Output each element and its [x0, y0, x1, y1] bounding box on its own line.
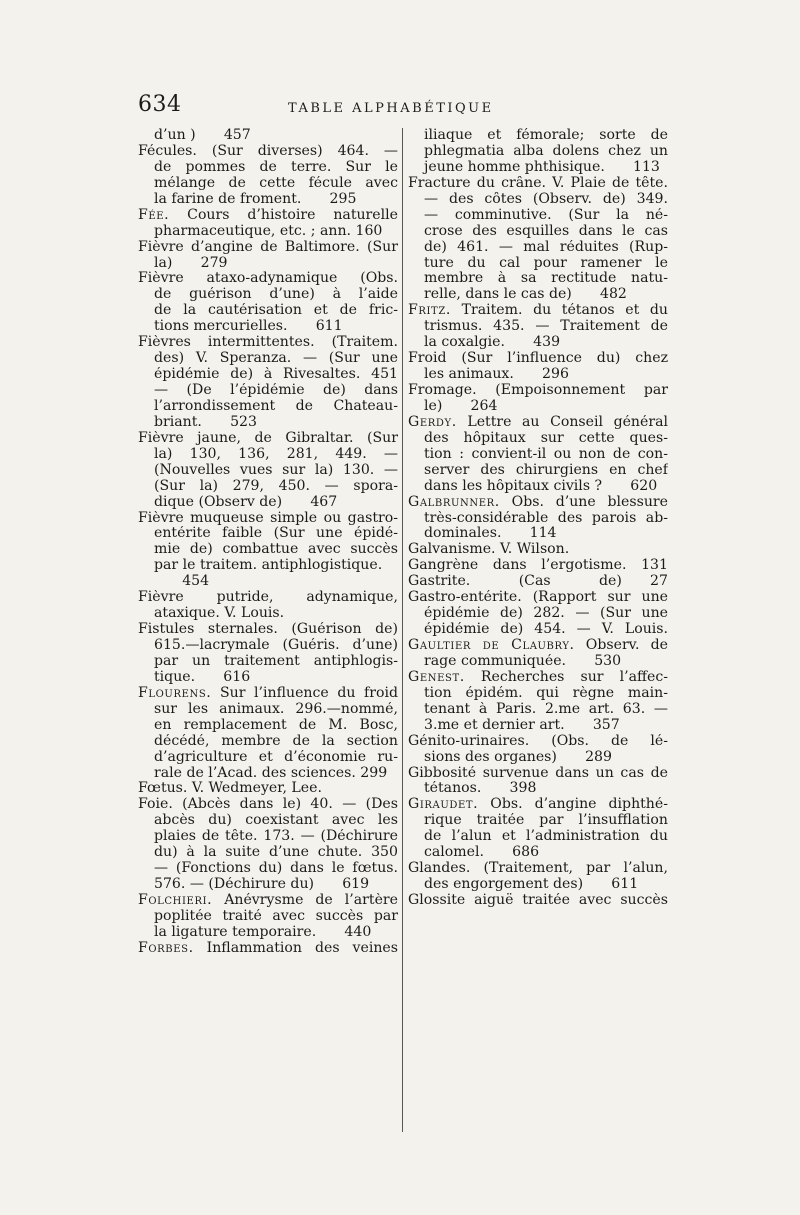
- index-line: server des chirurgiens en chef: [424, 462, 668, 478]
- index-line: dans les hôpitaux civils ? 620: [424, 478, 658, 494]
- index-line: tétanos. 398: [424, 781, 537, 797]
- index-line: des) V. Speranza. — (Sur une: [154, 351, 398, 367]
- index-line: d’un ) 457: [154, 128, 251, 143]
- index-line: mie de) combattue avec succès: [154, 542, 398, 558]
- index-line: Fritz. Traitem. du tétanos et du: [408, 303, 668, 319]
- index-line: Fièvres intermittentes. (Traitem.: [138, 335, 398, 351]
- index-line: Fièvre d’angine de Baltimore. (Sur: [138, 239, 398, 255]
- author-name: Galbrunner.: [408, 494, 500, 510]
- index-line: Gaultier de Claubry. Observ. de: [408, 638, 668, 653]
- index-line: du) à la suite d’une chute. 350: [154, 845, 398, 861]
- index-line: Fièvre muqueuse simple ou gastro-: [138, 510, 398, 526]
- index-line: des hôpitaux sur cette ques-: [424, 430, 668, 446]
- index-line: — (Fonctions du) dans le fœtus.: [154, 861, 398, 877]
- index-line: d’agriculture et d’économie ru-: [154, 749, 398, 765]
- index-line: Folchieri. Anévrysme de l’artère: [138, 893, 398, 908]
- index-line: abcès du) coexistant avec les: [154, 813, 398, 829]
- index-line: l’arrondissement de Chateau-: [154, 398, 398, 414]
- index-line: de la cautérisation et de fric-: [154, 303, 398, 319]
- index-line: de l’alun et l’administration du: [424, 829, 668, 845]
- index-line: épidémie de) à Rivesaltes. 451: [154, 367, 398, 383]
- index-line: rique traitée par l’insufflation: [424, 813, 668, 829]
- index-line: très-considérable des parois ab-: [424, 510, 668, 526]
- index-line: en remplacement de M. Bosc,: [154, 717, 398, 733]
- index-line: entérite faible (Sur une épidé-: [154, 526, 398, 542]
- index-line: sur les animaux. 296.—nommé,: [154, 701, 398, 717]
- index-line: crose des esquilles dans le cas: [424, 223, 668, 239]
- index-column-left: [138, 128, 398, 957]
- index-line: Genest. Recherches sur l’affec-: [408, 669, 668, 685]
- index-line: mélange de cette fécule avec: [154, 175, 398, 191]
- column-divider: [402, 128, 403, 1132]
- index-line: (Nouvelles vues sur la) 130. —: [154, 462, 398, 478]
- index-line: des engorgement des) 611: [424, 877, 639, 893]
- index-line: Fromage. (Empoisonnement par: [408, 383, 668, 398]
- index-line: dominales. 114: [424, 526, 557, 542]
- index-line: Glandes. (Traitement, par l’alun,: [408, 861, 668, 877]
- index-line: dique (Observ de) 467: [154, 494, 338, 510]
- index-column-right: [408, 128, 668, 909]
- index-line: Giraudet. Obs. d’angine diphthé-: [408, 797, 668, 813]
- index-line: Fracture du crâne. V. Plaie de tête.: [408, 175, 668, 191]
- author-name: Genest.: [408, 669, 465, 685]
- index-line: rage communiquée. 530: [424, 653, 622, 669]
- index-line: Fièvre putride, adynamique,: [138, 590, 398, 606]
- index-line: calomel. 686: [424, 845, 540, 861]
- index-line: tion : convient-il ou non de con-: [424, 446, 668, 462]
- index-line: le) 264: [424, 398, 498, 414]
- index-line: les animaux. 296: [424, 367, 569, 383]
- index-line: Flourens. Sur l’influence du froid: [138, 685, 398, 701]
- index-line: — comminutive. (Sur la né-: [424, 207, 668, 223]
- index-line: relle, dans le cas de) 482: [424, 287, 627, 303]
- index-line: iliaque et fémorale; sorte de: [424, 128, 668, 143]
- author-name: Fritz.: [408, 303, 451, 319]
- index-line: Froid (Sur l’influence du) chez: [408, 351, 668, 367]
- index-line: la) 279: [154, 255, 228, 271]
- index-line: ture du cal pour ramener le: [424, 255, 668, 271]
- index-line: de) 461. — mal réduites (Rup-: [424, 239, 668, 255]
- index-line: Fistules sternales. (Guérison de): [138, 622, 398, 638]
- index-line: 615.—lacrymale (Guéris. d’une): [154, 638, 398, 653]
- index-line: Gastro-entérite. (Rapport sur une: [408, 590, 668, 606]
- index-line: 3.me et dernier art. 357: [424, 717, 620, 733]
- page-header: [138, 92, 668, 126]
- index-line: décédé, membre de la section: [154, 733, 398, 749]
- author-name: Flourens.: [138, 685, 212, 701]
- index-line: poplitée traité avec succès par: [154, 908, 398, 924]
- index-line: Galvanisme. V. Wilson.: [408, 542, 570, 558]
- index-line: Forbes. Inflammation des veines: [138, 940, 398, 956]
- index-line: la ligature temporaire. 440: [154, 924, 372, 940]
- index-line: Galbrunner. Obs. d’une blessure: [408, 494, 668, 510]
- index-line: 576. — (Déchirure du) 619: [154, 877, 370, 893]
- author-name: Giraudet.: [408, 797, 479, 813]
- index-line: Fœtus. V. Wedmeyer, Lee.: [138, 781, 322, 797]
- author-name: Fée.: [138, 207, 170, 223]
- running-title: TABLE ALPHABÉTIQUE: [288, 101, 494, 116]
- author-name: Gaultier de Claubry.: [408, 638, 575, 653]
- index-line: Fée. Cours d’histoire naturelle: [138, 207, 398, 223]
- page-number: 634: [138, 92, 182, 117]
- index-line: épidémie de) 282. — (Sur une: [424, 606, 668, 622]
- index-line: ataxique. V. Louis.: [154, 606, 285, 622]
- index-line: la coxalgie. 439: [424, 335, 561, 351]
- author-name: Folchieri.: [138, 893, 213, 908]
- index-line: Fièvre jaune, de Gibraltar. (Sur: [138, 430, 398, 446]
- index-line: par le traitem. antiphlogistique.: [154, 558, 383, 574]
- index-line: Gibbosité survenue dans un cas de: [408, 765, 668, 781]
- index-line: Gastrite. (Cas de) 27: [408, 574, 668, 590]
- author-name: Gerdy.: [408, 414, 457, 430]
- index-line: — des côtes (Observ. de) 349.: [424, 191, 668, 207]
- index-line: tenant à Paris. 2.me art. 63. —: [424, 701, 668, 717]
- index-line: Glossite aiguë traitée avec succès: [408, 893, 668, 908]
- index-line: tique. 616: [154, 669, 251, 685]
- index-line: épidémie de) 454. — V. Louis.: [424, 622, 668, 638]
- index-line: Foie. (Abcès dans le) 40. — (Des: [138, 797, 398, 813]
- index-line: la) 130, 136, 281, 449. —: [154, 446, 398, 462]
- index-line: — (De l’épidémie de) dans: [154, 383, 398, 398]
- index-line: sions des organes) 289: [424, 749, 612, 765]
- index-line: (Sur la) 279, 450. — spora-: [154, 478, 398, 494]
- index-line: pharmaceutique, etc. ; ann. 160: [154, 223, 383, 239]
- index-line: de guérison d’une) à l’aide: [154, 287, 398, 303]
- index-line: phlegmatia alba dolens chez un: [424, 143, 668, 159]
- index-line: tions mercurielles. 611: [154, 319, 343, 335]
- index-line: membre à sa rectitude natu-: [424, 271, 668, 287]
- index-line: 454: [154, 574, 210, 590]
- index-line: tion épidém. qui règne main-: [424, 685, 668, 701]
- index-line: Génito-urinaires. (Obs. de lé-: [408, 733, 668, 749]
- index-line: briant. 523: [154, 414, 257, 430]
- index-line: Gerdy. Lettre au Conseil général: [408, 414, 668, 430]
- index-line: Fièvre ataxo-adynamique (Obs.: [138, 271, 398, 287]
- index-line: Fécules. (Sur diverses) 464. —: [138, 143, 398, 159]
- author-name: Forbes.: [138, 940, 194, 956]
- index-line: trismus. 435. — Traitement de: [424, 319, 668, 335]
- index-line: plaies de tête. 173. — (Déchirure: [154, 829, 398, 845]
- index-line: la farine de froment. 295: [154, 191, 357, 207]
- index-line: Gangrène dans l’ergotisme. 131: [408, 558, 668, 574]
- index-line: de pommes de terre. Sur le: [154, 159, 398, 175]
- index-line: par un traitement antiphlogis-: [154, 653, 398, 669]
- index-line: jeune homme phthisique. 113: [424, 159, 660, 175]
- index-line: rale de l’Acad. des sciences. 299: [154, 765, 388, 781]
